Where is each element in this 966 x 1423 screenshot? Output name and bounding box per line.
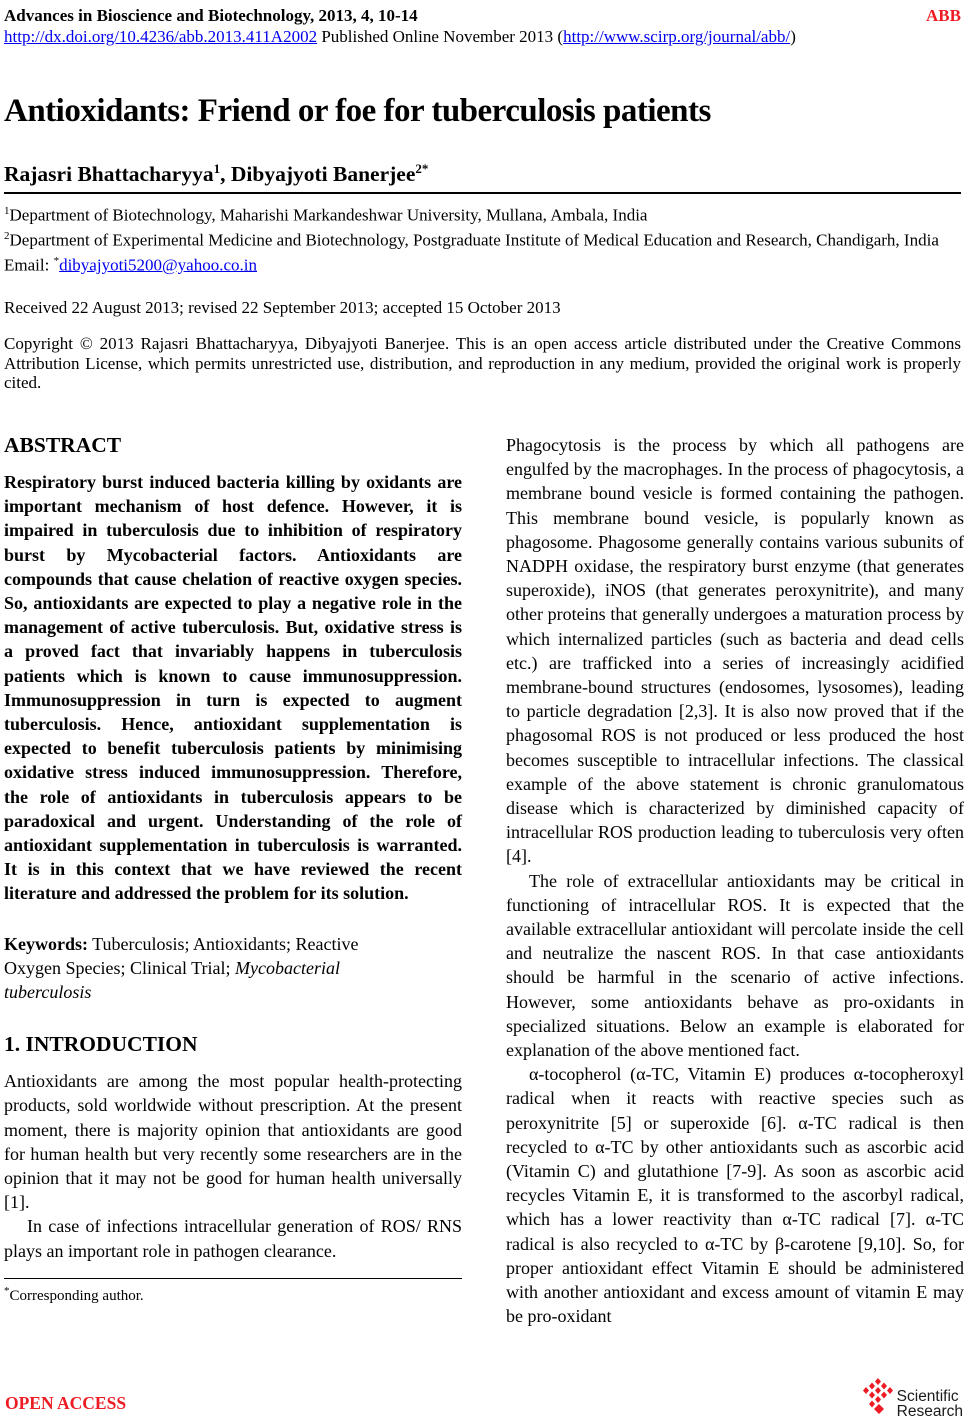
copyright-paragraph: Copyright © 2013 Rajasri Bhattacharyya, Dibyajyoti Banerjee. This is an open access article distributed under the Creative Commons Attribution License, which permits unrestricted use, distribution, and reproduction in any medium, provided the original work is properly cited. (4, 334, 961, 393)
footnote-asterisk: * (4, 1284, 10, 1297)
author-1: Rajasri Bhattacharyya (4, 162, 214, 187)
page-header (4, 5, 961, 26)
article-title: Antioxidants: Friend or foe for tuberculosis patients (4, 93, 711, 129)
email-line (4, 251, 961, 276)
body-paragraph-1: Phagocytosis is the process by which all pathogens are engulfed by the macrophages. In the process of phagocytosis, a membrane bound vesicle is formed containing the pathogen. This membrane bound vesicle, is popularly known as phagosome. Phagosome generally contains various subunits of NADPH oxidase, the respiratory burst enzyme (that generates superoxide), iNOS (that generates peroxynitrite), and many other proteins that generally undergoes a maturation process by which internalized particles (such as bacteria and dead cells etc.) are trafficked into a series of increasingly acidified membrane-bound structures (endosomes, lysosomes), leading to particle degradation [2,3]. It is also now proved that if the phagosomal ROS is not produced or less produced the host becomes susceptible to intracellular infections. The classical example of the above statement is chronic granulomatous disease which is characterized by diminished capacity of intracellular ROS production leading to tuberculosis very often [4]. (506, 434, 964, 867)
footnote-text: Corresponding author. (9, 1287, 144, 1304)
affiliation-2-mark: 2 (4, 230, 10, 243)
corresponding-author-footnote (4, 1278, 462, 1305)
author-1-affiliation-mark: 1 (213, 161, 221, 177)
corresponding-author-mark: * (53, 254, 60, 267)
affiliation-2-text: Department of Experimental Medicine and Biotechnology, Postgraduate Institute of Medical Education and Research, Chandigarh, India (9, 230, 939, 250)
affiliation-1 (4, 201, 961, 226)
email-link[interactable]: dibyajyoti5200@yahoo.co.in (59, 255, 257, 275)
header-doi-line (4, 26, 961, 47)
intro-paragraph-1: Antioxidants are among the most popular health-protecting products, sold worldwide without prescription. At the present moment, there is majority opinion that antioxidants are good for human health but very recently some researchers are in the opinion that it may not be good for human health universally [1]. (4, 1071, 462, 1213)
journal-abbreviation: ABB (926, 6, 961, 25)
body-paragraph-2: The role of extracellular antioxidants may be critical in functioning of intracellular ROS. It is expected that the available extracellular antioxidant will percolate inside the cell and neutralize the nascent ROS. In that case antioxidants should be harmful in the scenario of active infections. However, some antioxidants behave as pro-oxidants in specialized situations. Below an example is elaborated for explanation of the above mentioned fact. (506, 870, 964, 1060)
author-separator: , (220, 162, 231, 187)
intro-paragraph-2: In case of infections intracellular generation of ROS/ RNS plays an important role in pathogen clearance. (4, 1216, 462, 1261)
left-column (4, 433, 462, 1329)
abstract-heading: ABSTRACT (4, 432, 122, 457)
keywords-line (4, 932, 408, 1005)
journal-citation: Advances in Bioscience and Biotechnology, 2013, 4, 10-14 (4, 6, 418, 25)
affiliation-1-mark: 1 (4, 205, 10, 218)
journal-homepage-link[interactable]: http://www.scirp.org/journal/abb/ (563, 27, 791, 46)
logo-wordmark (897, 1389, 963, 1421)
open-access-label: OPEN ACCESS (5, 1393, 127, 1413)
logo-word-1: Scientific (896, 1388, 959, 1405)
authors-divider-rule (4, 192, 961, 194)
scientific-research-logo (859, 1376, 963, 1421)
received-revised-accepted-line: Received 22 August 2013; revised 22 September 2013; accepted 15 October 2013 (4, 298, 561, 318)
article-body-columns (4, 432, 964, 1329)
body-paragraph-3: α-tocopherol (α-TC, Vitamin E) produces α-tocopheroxyl radical when it reacts with reactive species such as peroxynitrite [5] or superoxide [6]. α-TC radical is then recycled to α-TC by other antioxidants such as ascorbic acid (Vitamin C) and glutathione [7-9]. As soon as ascorbic acid recycles Vitamin E, it is transformed to the ascorbyl radical, which has a lower reactivity than α-TC radical [7]. α-TC radical is also recycled to α-TC by β-carotene [9,10]. So, for proper antioxidant effect Vitamin E should be administered with another antioxidant and excess amount of vitamin E may be pro-oxidant (506, 1064, 964, 1327)
doi-link[interactable]: http://dx.doi.org/10.4236/abb.2013.411A2002 (4, 27, 318, 46)
affiliation-1-text: Department of Biotechnology, Maharishi Markandeshwar University, Mullana, Ambala, India (9, 206, 648, 226)
keywords-label: Keywords: (4, 933, 88, 954)
author-2-affiliation-mark: 2* (415, 161, 429, 177)
close-paren: ) (790, 27, 796, 46)
keywords-italic-term: Mycobacterial tuberculosis (4, 957, 340, 1002)
author-2: Dibyajyoti Banerjee (230, 162, 416, 187)
scirp-diamonds-icon (859, 1376, 895, 1421)
logo-word-2: Research (896, 1403, 963, 1420)
right-column (506, 433, 964, 1329)
authors-line (4, 161, 961, 187)
keywords-text: Tuberculosis; Antioxidants; Reactive Oxygen Species; Clinical Trial; (4, 933, 359, 978)
introduction-heading: 1. INTRODUCTION (4, 1032, 198, 1057)
published-online-text: Published Online November 2013 ( (317, 27, 564, 46)
affiliation-2 (4, 226, 961, 251)
abstract-body: Respiratory burst induced bacteria killing by oxidants are important mechanism of host defence. However, it is impaired in tuberculosis due to inhibition of respiratory burst by Mycobacterial factors. Antioxidants are compounds that cause chelation of reactive oxygen species. So, antioxidants are expected to play a negative role in the management of active tuberculosis. But, oxidative stress is a proved fact that invariably happens in tuberculosis patients which is known to cause immunosuppression. Immunosuppression in turn is expected to augment tuberculosis. Hence, antioxidant supplementation is expected to benefit tuberculosis patients by minimising oxidative stress induced immunosuppression. Therefore, the role of antioxidants in tuberculosis appears to be paradoxical and urgent. Understanding of the role of antioxidant supplementation in tuberculosis is warranted. It is in this context that we have reviewed the recent literature and addressed the problem for its solution. (4, 471, 462, 904)
email-label: Email: (4, 255, 54, 275)
